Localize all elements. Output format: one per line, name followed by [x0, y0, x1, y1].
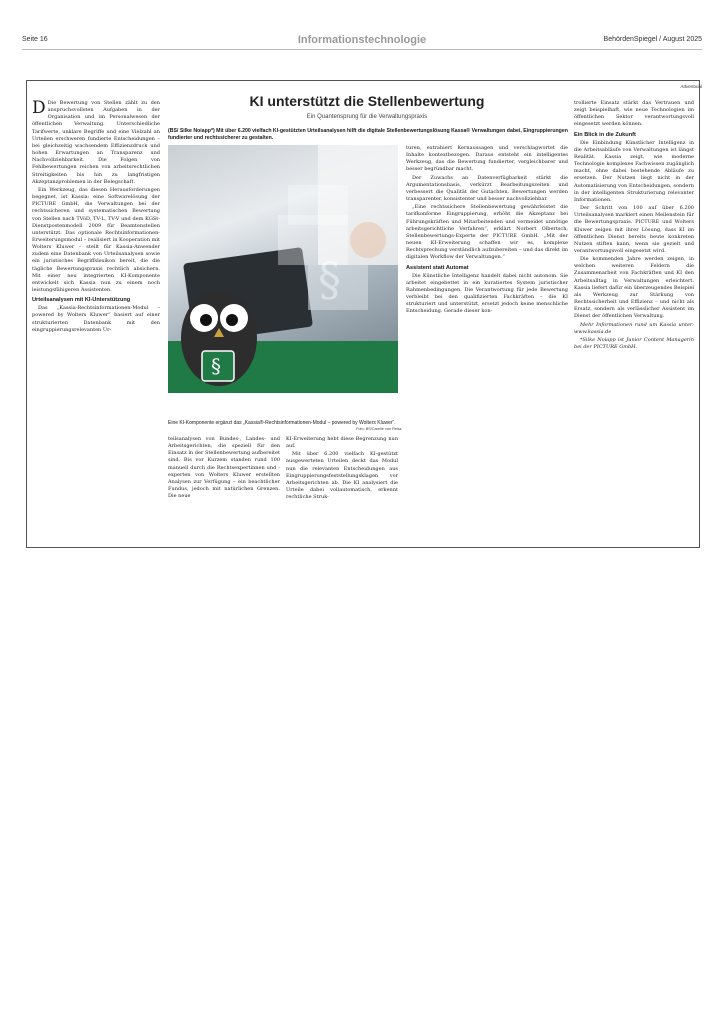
svg-text:§: §: [211, 354, 221, 378]
column-1: [32, 100, 160, 540]
article-photo: [168, 145, 398, 393]
paragraph: teilsanalysen von Bundes-, Landes- und Arbeitsgerichten, die speziell für den Einsatz in der Stellenbewertung aufbereitet sind. Bis vor Kurzem standen rund 100 manuell durch die Rechtsexpertinnen und -experten von Wolters Kluwer erstellten Analysen zur Verfügung – ein beachtlicher Fundus, jedoch mit natürlichen Grenzen. Die neue: [168, 436, 280, 500]
paragraph: Ein Werkzeug, das diesen Herausforderungen begegnet, ist Kassia: eine Softwarelösung der PICTURE GmbH, die Verwaltungen bei der rechtssicheren und systematischen Bewertung von Stellen nach TVöD, TV-L, TV-V und dem KGSt-Dienstpostenmodell 2009 für Beamtenstellen unterstützt. Das optionale Rechtsinformationen-Erweiterungsmodul – realisiert in Kooperation mit Wolters Kluwer – stellt für Kassia-Anwender zudem eine Datenbank von Urteilsanalysen sowie ein juristisches Begriffslexikon bereit, die die tägliche Bewertungspraxis rechtlich absichern. Mit einer neu integrierten KI-Komponente entwickelt sich Kassia nun zu einem noch leistungsfähigeren Assistenten.: [32, 186, 160, 294]
article-title: KI unterstützt die Stellenbewertung: [249, 93, 485, 109]
section-title: Informationstechnologie: [297, 34, 427, 46]
issue-label: BehördenSpiegel / August 2025: [603, 36, 702, 43]
paragraph: Der Zuwachs an Datenverfügbarkeit stärkt die Argumentationsbasis, verkürzt Bearbeitungszeiten und verbessert die Qualität der Gutachten. Bewertungen werden transparenter, konsistenter und besser nachvollziehbar.: [406, 174, 568, 203]
paragraph: Mit über 6.200 vielfach KI-gestützt ausgewerteten Urteilen deckt das Modul nun die relevanten Entscheidungen aus Eingruppierungsfeststellungsklagen vor Arbeitsgerichten ab. Die KI analysiert die Urteile dabei vollautomatisch, erkennt rechtliche Struk-: [286, 451, 398, 501]
paragraph: D Die Bewertung von Stellen zählt zu den anspruchsvollsten Aufgaben in der Organisation und im Personalwesen der öffentlichen Verwaltung. Unterschiedliche Tarifwerte, unklare Begriffe und eine Vielzahl an Urteilen erschweren fundierte Entscheidungen – bei gleichzeitig wachsendem Effizienzdruck und hohen Erwartungen an Transparenz und Nachvollziehbarkeit. Die Folgen von Fehlbewertungen reichen von arbeitsrechtlichen Streitigkeiten bis hin zu langfristigen Akzeptanzproblemen in der Belegschaft.: [32, 100, 160, 185]
paragraph: turen, extrahiert Kernaussagen und verschlagwortet die Inhalte kontextbezogen. Daraus entsteht ein intelligentes Werkzeug, das die Bewertung fundierter, vergleichbarer und besser begründbar macht.: [406, 145, 568, 173]
paragraph: Das „Kassia-Rechtsinformationen-Modul – powered by Wolters Kluwer“ basiert auf einer strukturierten Datenbank mit den eingruppierungsrelevanten Ur-: [32, 305, 160, 333]
subheading: Ein Blick in die Zukunft: [574, 131, 636, 138]
column-5: [574, 100, 694, 540]
paragraph: KI-Erweiterung hebt diese Begrenzung nun auf.: [286, 436, 398, 450]
owl-icon: [174, 273, 264, 393]
header-rule: [22, 49, 702, 50]
column-2: [168, 436, 280, 540]
author-note: *Silke Noiapp ist Junior Content Managerin bei der PICTURE GmbH.: [574, 336, 694, 350]
article-lead: (BS/ Silke Noiapp*) Mit über 6.200 vielfach KI-gestützten Urteilsanalysen hilft die digitale Stellenbewertungslösung Kassa® Verwaltungen dabei, Eingruppierungen fundierter und rechtssicherer zu gestalten.: [168, 128, 568, 141]
paragraph: trollierte Einsatz stärkt das Vertrauen und zeigt beispielhaft, wie neue Technologien im öffentlichen Sektor verantwortungsvoll eingesetzt werden können.: [574, 100, 694, 128]
info-link: Mehr Informationen rund um Kassia unter: www.kassia.de: [574, 321, 694, 335]
drop-cap: D: [32, 100, 46, 118]
paragraph: Die kommenden Jahre werden zeigen, in welchen weiteren Feldern die Zusammenarbeit von Fachkräften und KI den Arbeitsalltag in Verwaltungen erleichtert. Kassia liefert dafür ein überzeugendes Beispiel als Werkzeug zur Stärkung von Rechtssicherheit und Effizienz – und nicht als Ersatz, sondern als verlässlicher Assistent im Dienst der öffentlichen Verwaltung.: [574, 256, 694, 320]
column-4: [406, 145, 568, 540]
article-subtitle: Ein Quantensprung für die Verwaltungspraxis: [306, 114, 428, 120]
paragraph: Die Künstliche Intelligenz handelt dabei nicht autonom. Sie arbeitet eingebettet in ein kuratiertes System juristischer Rahmenbedingungen. Die Verantwortung für jede Bewertung verbleibt bei den qualifizierten Fachkräften – die KI strukturiert und unterstützt, ersetzt jedoch keine menschliche Entscheidung. Gerade dieser kon-: [406, 272, 568, 315]
advertorial-tag: Advertorial: [680, 84, 702, 89]
photo-caption: Eine KI-Komponente ergänzt das „Kassia®-Rechtsinformationen-Modul – powered by Wolters Kluwer“.: [168, 420, 396, 426]
photo-credit: Foto: BS/Carelle von Reiss: [356, 427, 402, 431]
paragraph: Der Schritt von 100 auf über 6.200 Urteilsanalysen markiert einen Meilenstein für die Bewertungspraxis. PICTURE und Wolters Kluwer zeigen mit ihrer Lösung, dass KI im öffentlichen Dienst bereits heute konkreten Nutzen stiften kann, wenn sie gezielt und verantwortungsvoll eingesetzt wird.: [574, 205, 694, 254]
page-number: Seite 16: [22, 36, 48, 43]
subheading: Assistent statt Automat: [406, 264, 469, 271]
paragraph: „Eine rechtssichere Stellenbewertung gewährleistet die tarifkonforme Eingruppierung, erhöht die Akzeptanz bei Führungskräften und Mitarbeitenden und vermeidet unnötige arbeitsgerichtliche Verfahren“, erklärt Norbert Olbertsch, Stellenbewertungs-Experte der PICTURE GmbH. „Mit der neuen KI-Erweiterung schaffen wir es, komplexe Rechtsprechung verständlich aufzubereiten – und das direkt im digitalen Workflow der Verwaltungen.“: [406, 204, 568, 261]
column-3: [286, 436, 398, 540]
page-header: [22, 34, 702, 48]
paragraph: Die Einbindung Künstlicher Intelligenz in die Arbeitsabläufe von Verwaltungen ist längst Realität. Kassia zeigt, wie moderne Technologie komplexes Fachwissen zugänglich macht, ohne dabei bestehende Abläufe zu ersetzen. Der Nutzen liegt nicht in der Automatisierung von Entscheidungen, sondern in der intelligenten Strukturierung relevanter Informationen.: [574, 139, 694, 203]
subheading: Urteilsanalysen mit KI-Unterstützung: [32, 297, 131, 304]
